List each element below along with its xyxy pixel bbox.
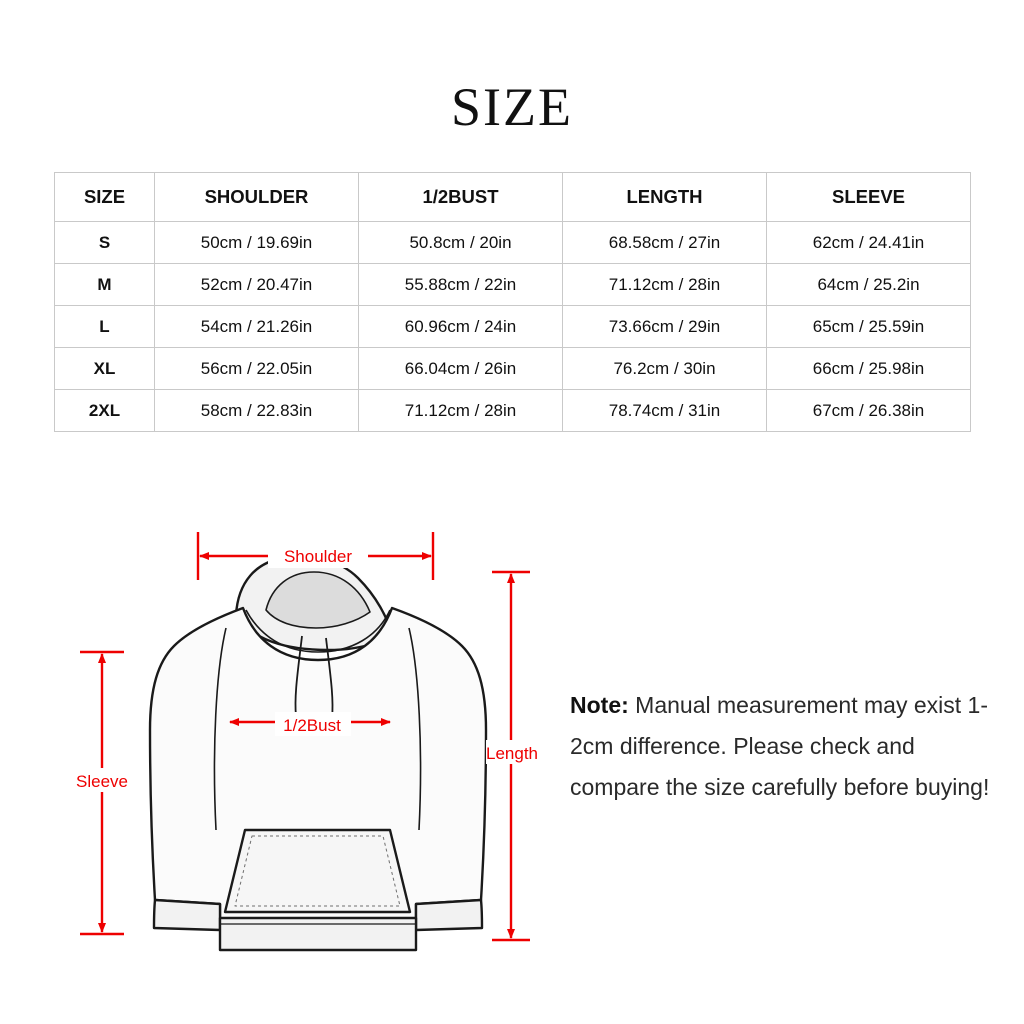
column-header-shoulder: SHOULDER xyxy=(155,173,359,222)
cell-length: 73.66cm / 29in xyxy=(563,306,767,348)
cell-bust: 60.96cm / 24in xyxy=(359,306,563,348)
length-label: Length xyxy=(486,744,538,763)
hoodie-illustration xyxy=(150,557,486,950)
cell-length: 71.12cm / 28in xyxy=(563,264,767,306)
note-label: Note: xyxy=(570,692,629,718)
note-block xyxy=(570,685,990,808)
cell-sleeve: 62cm / 24.41in xyxy=(767,222,971,264)
cell-sleeve: 65cm / 25.59in xyxy=(767,306,971,348)
cell-size: 2XL xyxy=(55,390,155,432)
sleeve-measure xyxy=(80,652,124,934)
cell-shoulder: 58cm / 22.83in xyxy=(155,390,359,432)
cell-bust: 50.8cm / 20in xyxy=(359,222,563,264)
cell-sleeve: 66cm / 25.98in xyxy=(767,348,971,390)
cell-shoulder: 52cm / 20.47in xyxy=(155,264,359,306)
table-row xyxy=(55,390,971,432)
column-header-length: LENGTH xyxy=(563,173,767,222)
cell-size: M xyxy=(55,264,155,306)
table-row xyxy=(55,348,971,390)
cell-bust: 66.04cm / 26in xyxy=(359,348,563,390)
cell-bust: 55.88cm / 22in xyxy=(359,264,563,306)
table-header-row xyxy=(55,173,971,222)
table-row xyxy=(55,306,971,348)
column-header-sleeve: SLEEVE xyxy=(767,173,971,222)
cell-shoulder: 50cm / 19.69in xyxy=(155,222,359,264)
size-table xyxy=(54,172,971,432)
cell-size: L xyxy=(55,306,155,348)
cell-size: XL xyxy=(55,348,155,390)
cell-bust: 71.12cm / 28in xyxy=(359,390,563,432)
table-row xyxy=(55,222,971,264)
table-row xyxy=(55,264,971,306)
cell-sleeve: 67cm / 26.38in xyxy=(767,390,971,432)
page-title: SIZE xyxy=(451,77,573,137)
cell-length: 76.2cm / 30in xyxy=(563,348,767,390)
cell-length: 78.74cm / 31in xyxy=(563,390,767,432)
column-header-size: SIZE xyxy=(55,173,155,222)
cell-sleeve: 64cm / 25.2in xyxy=(767,264,971,306)
cell-length: 68.58cm / 27in xyxy=(563,222,767,264)
shoulder-label: Shoulder xyxy=(283,547,353,566)
cell-shoulder: 56cm / 22.05in xyxy=(155,348,359,390)
hoodie-measurement-diagram xyxy=(40,500,560,970)
bust-label: 1/2Bust xyxy=(283,716,341,735)
note-text: Manual measurement may exist 1-2cm difference. Please check and compare the size carefully before buying! xyxy=(570,692,990,800)
cell-size: S xyxy=(55,222,155,264)
cell-shoulder: 54cm / 21.26in xyxy=(155,306,359,348)
sleeve-label: Sleeve xyxy=(76,772,128,791)
column-header-bust: 1/2BUST xyxy=(359,173,563,222)
